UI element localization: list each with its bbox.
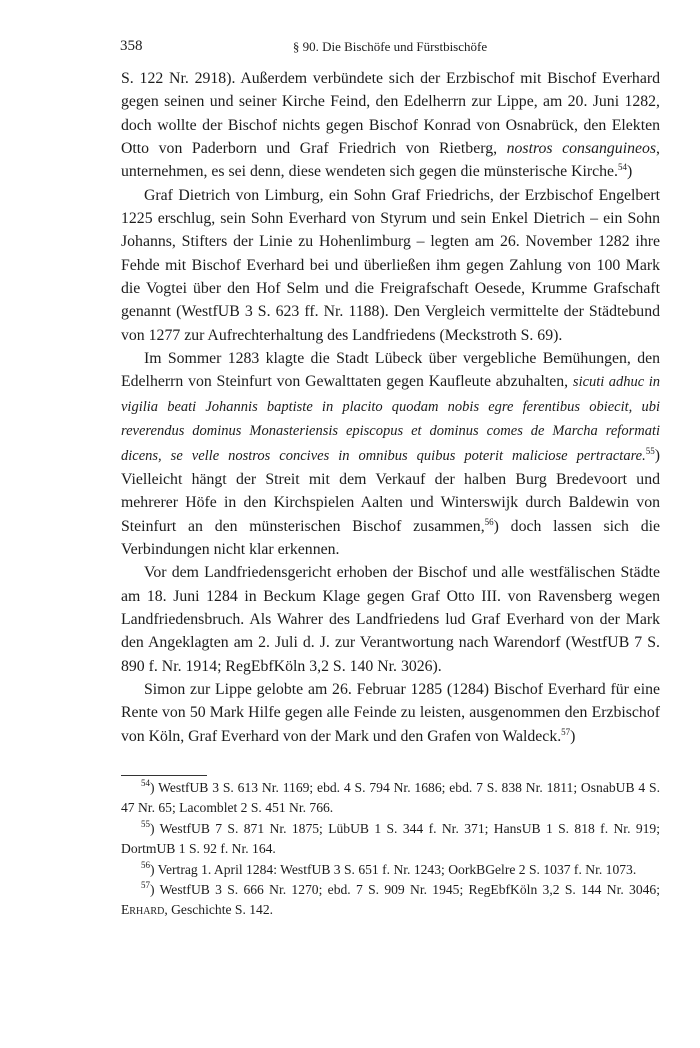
footnote-ref: 55: [645, 445, 655, 456]
footnote: $^{54}$) WestfUB 3 S. 613 Nr. 1169; ebd. 4 S. 794 Nr. 1686; ebd. 7 S. 838 Nr. 1811; OsnabUB 4 S. 47 Nr. 65; Lacomblet 2 S. 451 Nr. 766.: [121, 778, 660, 816]
footnote: $^{56}$) Vertrag 1. April 1284: WestfUB 3 S. 651 f. Nr. 1243; OorkBGelre 2 S. 1037 f. Nr. 1073.: [141, 859, 637, 877]
paragraph: Simon zur Lippe gelobte am 26. Februar 1285 (1284) Bischof Everhard für eine Rente von 50 Mark Hilfe gegen alle Feinde zu leisten, ausgenommen den Erzbischof von Köln, Graf Everhard von der Mark und den Grafen von Waldeck.$^{57}$): [121, 680, 660, 745]
latin-quote: sicuti adhuc in vigilia beati Johannis baptiste in placito quodam nobis egre ferentibus obiecit, ubi reverendus dominus Monasteriensis episcopus et dominus comes de Marcha reformati dicens, se velle nostros concives in omnibus quibus poterit maliciose pertractare.: [121, 374, 660, 464]
footnote-number: 56: [141, 859, 150, 870]
paragraph: Vor dem Landfriedensgericht erhoben der Bischof und alle westfälischen Städte am 18. Juni 1284 in Beckum Klage gegen Graf Otto III. von Ravensberg wegen Landfriedensbruch. Als Wahrer des Landfriedens lud Graf Everhard von der Mark den Angeklagten am 2. Juli d. J. zur Verantwortung nach Warendorf (WestfUB 7 S. 890 f. Nr. 1914; RegEbfKöln 3,2 S. 140 Nr. 3026).: [121, 564, 660, 675]
section-title: § 90. Die Bischöfe und Fürstbischöfe: [292, 39, 488, 54]
footnote-ref: 54: [618, 162, 627, 173]
page-number: 358: [120, 38, 143, 54]
paragraph: Im Sommer 1283 klagte die Stadt Lübeck über vergebliche Bemühungen, den Edelherrn von Steinfurt von Gewalttaten gegen Kaufleute abzuhalten, sicuti adhuc in vigilia beati Johannis baptiste in placito quodam nobis egre ferentibus obiecit, ubi reverendus dominus Monasteriensis episcopus et dominus comes de Marcha reformati dicens, se velle nostros concives in omnibus quibus poterit maliciose pertractare.$^{55}$) Vielleicht hängt der Streit mit dem Verkauf der halben Burg Bredevoort und mehrerer Höfe in den Kirchspielen Aalten und Winterswijk durch Baldewin von Steinfurt an den münsterischen Bischof zusammen,$^{56}$) doch lassen sich die Verbindungen nicht klar erkennen.: [121, 350, 661, 558]
paragraph: Graf Dietrich von Limburg, ein Sohn Graf Friedrichs, der Erzbischof Engelbert 1225 erschlug, sein Sohn Everhard von Styrum und sein Enkel Dietrich – ein Sohn Johanns, Stifters der Linie zu Hohenlimburg – legten am 26. November 1282 ihre Fehde mit Bischof Everhard bei und überließen ihm gegen Zahlung von 100 Mark die Vogtei über den Hof Selm und die Freigrafschaft Oesede, Krumme Grafschaft genannt (WestfUB 3 S. 623 ff. Nr. 1188). Den Vergleich vermittelte der Städtebund von 1277 zur Aufrechterhaltung des Landfriedens (Meckstroth S. 69).: [121, 186, 660, 344]
footnote-divider: [121, 775, 207, 776]
footnotes: [121, 778, 660, 921]
footnote-number: 55: [141, 818, 150, 829]
footnote-number: 57: [141, 880, 150, 891]
paragraph: S. 122 Nr. 2918). Außerdem verbündete sich der Erzbischof mit Bischof Everhard gegen seinen und seiner Kirche Feind, den Edelherrn zur Lippe, am 20. Juni 1282, doch wollte der Bischof nichts gegen Bischof Konrad von Osnabrück, den Elekten Otto von Paderborn und Graf Friedrich von Rietberg, nostros consanguineos, unternehmen, es sei denn, diese wendeten sich gegen die münsterische Kirche.$^{54}$): [121, 70, 660, 181]
footnote: $^{57}$) WestfUB 3 S. 666 Nr. 1270; ebd. 7 S. 909 Nr. 1945; RegEbfKöln 3,2 S. 144 Nr. 3046; Erhard, Geschichte S. 142.: [121, 880, 660, 918]
main-text: [121, 67, 660, 748]
latin-phrase: nostros consanguineos: [506, 140, 657, 158]
footnote-number: 54: [141, 778, 150, 788]
footnote: $^{55}$) WestfUB 7 S. 871 Nr. 1875; LübUB 1 S. 344 f. Nr. 371; HansUB 1 S. 818 f. Nr. 919; DortmUB 1 S. 92 f. Nr. 164.: [121, 818, 660, 857]
footnote-ref: 56: [484, 516, 494, 527]
author-name: Erhard: [121, 902, 165, 918]
footnote-ref: 57: [561, 726, 571, 737]
running-head: [120, 38, 660, 58]
